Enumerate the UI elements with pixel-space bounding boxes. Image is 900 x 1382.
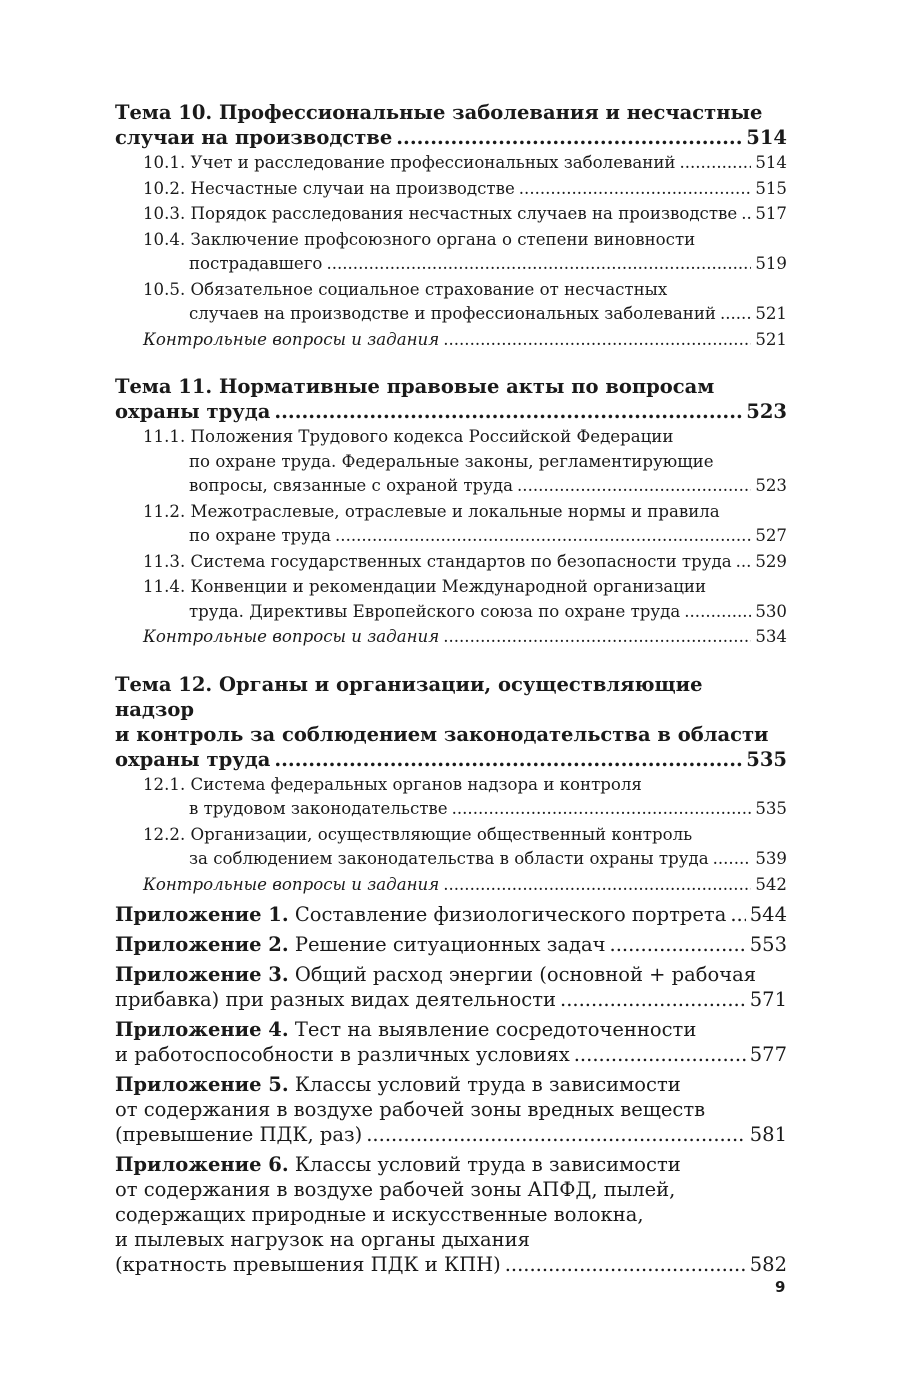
- topic-title-line: случаи на производстве: [115, 126, 393, 149]
- page-ref: 534: [755, 627, 787, 646]
- page-ref: 553: [749, 933, 787, 956]
- page-ref: 529: [755, 551, 787, 571]
- control-label: Контрольные вопросы и задания: [143, 329, 440, 349]
- topic-title-line: Тема 12. Органы и организации, осуществляющие надзор: [115, 672, 703, 721]
- toc-topic-11: [115, 374, 787, 424]
- page-ref: 544: [749, 903, 787, 926]
- leader-dots: [610, 932, 746, 957]
- toc-appendix-6: [115, 1152, 787, 1277]
- page-ref: 517: [755, 204, 787, 223]
- leader-dots: [274, 747, 742, 772]
- page-ref: 514: [755, 153, 787, 172]
- toc-item: [115, 228, 787, 277]
- page-ref: 521: [755, 304, 787, 323]
- page-ref: 519: [755, 254, 787, 273]
- toc-item-title-cont: труда. Директивы Европейского союза по охране труда: [189, 601, 681, 621]
- appendix-title: Тест на выявление сосредоточенности: [294, 1018, 697, 1041]
- appendix-title-cont: (превышение ПДК, раз): [115, 1123, 363, 1146]
- appendix-title: Классы условий труда в зависимости: [294, 1073, 681, 1096]
- leader-dots: [326, 252, 751, 277]
- leader-dots: [517, 474, 751, 499]
- toc-appendix-3: [115, 962, 787, 1012]
- control-label: Контрольные вопросы и задания: [143, 627, 440, 646]
- toc-item-title-cont: по охране труда. Федеральные законы, регламентирующие: [189, 451, 714, 471]
- page-ref: 527: [755, 526, 787, 545]
- toc-item-title-cont: вопросы, связанные с охраной труда: [189, 476, 514, 495]
- toc-item: [115, 575, 787, 624]
- page-ref: 571: [749, 988, 787, 1011]
- appendix-title: Решение ситуационных задач: [294, 933, 606, 956]
- leader-dots: [679, 151, 751, 176]
- topic-title-line: охраны труда: [115, 747, 271, 771]
- toc-item-title: 10.5. Обязательное социальное страхование от несчастных: [143, 279, 668, 299]
- toc-item-title-cont: пострадавшего: [189, 254, 323, 273]
- page-ref: 542: [755, 874, 787, 894]
- page-ref: 535: [755, 799, 787, 818]
- appendix-title-cont: (кратность превышения ПДК и КПН): [115, 1253, 501, 1276]
- appendix-label: Приложение 3.: [115, 963, 289, 986]
- leader-dots: [736, 550, 752, 575]
- page-ref: 515: [755, 178, 787, 198]
- toc-item: [115, 773, 787, 822]
- leader-dots: [519, 177, 752, 202]
- appendix-title-cont: и пылевых нагрузок на органы дыхания: [115, 1228, 530, 1251]
- leader-dots: [684, 600, 751, 625]
- toc-item-title-cont: в трудовом законодательстве: [189, 799, 448, 818]
- leader-dots: [713, 847, 752, 872]
- toc-item-title-cont: за соблюдением законодательства в области охраны труда: [189, 849, 709, 868]
- toc-control-questions: [115, 328, 787, 353]
- toc-item-title: 11.1. Положения Трудового кодекса Российской Федерации: [143, 427, 674, 446]
- toc-item: [115, 550, 787, 575]
- leader-dots: [730, 902, 745, 927]
- page-ref: 535: [746, 747, 787, 771]
- topic-title-line: Тема 10. Профессиональные заболевания и несчастные: [115, 101, 763, 124]
- toc-item: [115, 425, 787, 499]
- appendix-label: Приложение 1.: [115, 903, 289, 926]
- toc-item-title: 11.3. Система государственных стандартов по безопасности труда: [143, 551, 732, 571]
- toc-item-title: 10.3. Порядок расследования несчастных случаев на производстве: [143, 204, 738, 223]
- page-ref: 514: [746, 126, 787, 149]
- toc-item: [115, 202, 787, 227]
- appendix-title: Общий расход энергии (основной + рабочая: [294, 963, 757, 986]
- leader-dots: [574, 1042, 746, 1067]
- appendix-title-cont: содержащих природные и искусственные волокна,: [115, 1203, 644, 1226]
- appendix-label: Приложение 6.: [115, 1153, 289, 1176]
- toc-item: [115, 177, 787, 202]
- toc-item: [115, 500, 787, 549]
- leader-dots: [560, 987, 746, 1012]
- toc-item-title: 11.4. Конвенции и рекомендации Международной организации: [143, 577, 707, 596]
- toc-appendix-5: [115, 1072, 787, 1147]
- leader-dots: [274, 399, 742, 424]
- toc-appendix-4: [115, 1017, 787, 1067]
- appendix-title-cont: от содержания в воздухе рабочей зоны вредных веществ: [115, 1098, 706, 1121]
- toc-item-title: 11.2. Межотраслевые, отраслевые и локальные нормы и правила: [143, 501, 720, 521]
- leader-dots: [443, 328, 751, 353]
- appendix-title-cont: от содержания в воздухе рабочей зоны АПФД, пылей,: [115, 1178, 676, 1201]
- toc-item-title: 12.2. Организации, осуществляющие общественный контроль: [143, 824, 693, 844]
- page-ref: 530: [755, 601, 787, 621]
- appendix-label: Приложение 5.: [115, 1073, 289, 1096]
- appendix-label: Приложение 4.: [115, 1018, 289, 1041]
- page-ref: 577: [749, 1043, 787, 1066]
- leader-dots: [720, 302, 751, 327]
- leader-dots: [366, 1122, 746, 1147]
- page-ref: 582: [749, 1253, 787, 1276]
- topic-title-line: Тема 11. Нормативные правовые акты по вопросам: [115, 375, 715, 398]
- toc-item-title: 10.4. Заключение профсоюзного органа о степени виновности: [143, 229, 696, 249]
- leader-dots: [443, 625, 751, 650]
- leader-dots: [335, 524, 751, 549]
- leader-dots: [396, 125, 742, 150]
- toc-control-questions: [115, 873, 787, 898]
- toc-topic-12: [115, 672, 787, 772]
- toc-item-title-cont: случаев на производстве и профессиональных заболеваний: [189, 304, 716, 323]
- appendix-label: Приложение 2.: [115, 933, 289, 956]
- control-label: Контрольные вопросы и задания: [143, 874, 440, 894]
- leader-dots: [741, 202, 751, 227]
- toc-item-title-cont: по охране труда: [189, 526, 332, 545]
- page-number: 9: [775, 1278, 786, 1296]
- page-ref: 523: [755, 476, 787, 495]
- toc-appendix-2: [115, 932, 787, 957]
- appendix-title: Классы условий труда в зависимости: [294, 1153, 681, 1176]
- toc-appendix-1: [115, 902, 787, 927]
- leader-dots: [452, 797, 752, 822]
- topic-title-line: охраны труда: [115, 400, 271, 423]
- table-of-contents: [115, 100, 787, 1277]
- leader-dots: [505, 1252, 746, 1277]
- appendix-title: Составление физиологического портрета: [294, 903, 727, 926]
- page-ref: 523: [746, 400, 787, 423]
- appendix-title-cont: и работоспособности в различных условиях: [115, 1043, 570, 1066]
- topic-title-line: и контроль за соблюдением законодательства в области: [115, 722, 769, 746]
- toc-item: [115, 278, 787, 327]
- toc-topic-10: [115, 100, 787, 150]
- page-ref: 581: [749, 1123, 787, 1146]
- appendix-title-cont: прибавка) при разных видах деятельности: [115, 988, 556, 1011]
- page-ref: 539: [755, 849, 787, 868]
- toc-control-questions: [115, 625, 787, 650]
- toc-item: [115, 151, 787, 176]
- toc-item-title: 10.2. Несчастные случаи на производстве: [143, 178, 515, 198]
- toc-item-title: 10.1. Учет и расследование профессиональных заболеваний: [143, 153, 676, 172]
- leader-dots: [443, 873, 751, 898]
- page-ref: 521: [755, 329, 787, 349]
- toc-item-title: 12.1. Система федеральных органов надзора и контроля: [143, 774, 642, 794]
- toc-item: [115, 823, 787, 872]
